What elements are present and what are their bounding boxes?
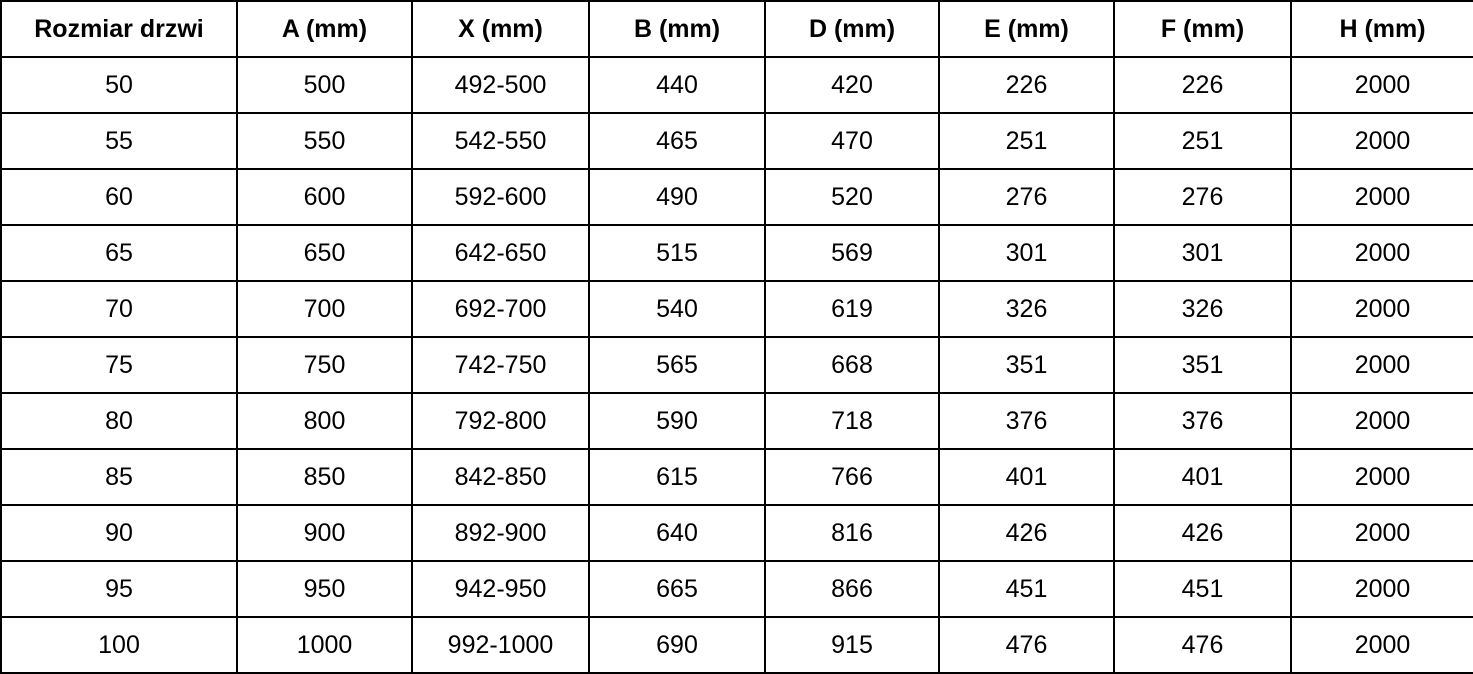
table-cell: 540 xyxy=(589,281,765,337)
table-cell: 2000 xyxy=(1291,561,1473,617)
table-cell: 2000 xyxy=(1291,225,1473,281)
table-cell: 565 xyxy=(589,337,765,393)
header-row xyxy=(1,1,1473,57)
table-cell: 276 xyxy=(1114,169,1291,225)
table-cell: 376 xyxy=(939,393,1114,449)
table-cell: 2000 xyxy=(1291,337,1473,393)
table-cell: 615 xyxy=(589,449,765,505)
table-cell: 668 xyxy=(765,337,939,393)
table-cell: 75 xyxy=(1,337,237,393)
table-cell: 2000 xyxy=(1291,281,1473,337)
table-row xyxy=(1,505,1473,561)
table-cell: 2000 xyxy=(1291,505,1473,561)
table-cell: 866 xyxy=(765,561,939,617)
table-cell: 700 xyxy=(237,281,412,337)
table-body xyxy=(1,57,1473,673)
column-header-a: A (mm) xyxy=(237,1,412,57)
table-cell: 401 xyxy=(939,449,1114,505)
table-cell: 80 xyxy=(1,393,237,449)
table-cell: 800 xyxy=(237,393,412,449)
table-cell: 55 xyxy=(1,113,237,169)
table-cell: 992-1000 xyxy=(412,617,589,673)
table-cell: 2000 xyxy=(1291,113,1473,169)
table-cell: 226 xyxy=(1114,57,1291,113)
table-cell: 842-850 xyxy=(412,449,589,505)
table-cell: 569 xyxy=(765,225,939,281)
table-cell: 492-500 xyxy=(412,57,589,113)
table-row xyxy=(1,169,1473,225)
table-cell: 301 xyxy=(1114,225,1291,281)
table-cell: 915 xyxy=(765,617,939,673)
table-cell: 426 xyxy=(1114,505,1291,561)
table-cell: 95 xyxy=(1,561,237,617)
table-cell: 942-950 xyxy=(412,561,589,617)
table-cell: 301 xyxy=(939,225,1114,281)
table-cell: 226 xyxy=(939,57,1114,113)
table-header xyxy=(1,1,1473,57)
table-cell: 2000 xyxy=(1291,169,1473,225)
table-cell: 600 xyxy=(237,169,412,225)
table-row xyxy=(1,225,1473,281)
table-cell: 351 xyxy=(939,337,1114,393)
table-cell: 690 xyxy=(589,617,765,673)
table-cell: 892-900 xyxy=(412,505,589,561)
table-cell: 276 xyxy=(939,169,1114,225)
table-cell: 550 xyxy=(237,113,412,169)
table-cell: 476 xyxy=(939,617,1114,673)
table-cell: 476 xyxy=(1114,617,1291,673)
table-cell: 465 xyxy=(589,113,765,169)
table-cell: 70 xyxy=(1,281,237,337)
table-cell: 2000 xyxy=(1291,617,1473,673)
table-cell: 251 xyxy=(939,113,1114,169)
table-cell: 376 xyxy=(1114,393,1291,449)
column-header-rozmiar-drzwi: Rozmiar drzwi xyxy=(1,1,237,57)
table-cell: 85 xyxy=(1,449,237,505)
table-cell: 692-700 xyxy=(412,281,589,337)
table-cell: 592-600 xyxy=(412,169,589,225)
table-cell: 900 xyxy=(237,505,412,561)
table-cell: 420 xyxy=(765,57,939,113)
table-cell: 326 xyxy=(1114,281,1291,337)
table-cell: 792-800 xyxy=(412,393,589,449)
table-row xyxy=(1,393,1473,449)
table-cell: 750 xyxy=(237,337,412,393)
table-cell: 440 xyxy=(589,57,765,113)
table-cell: 490 xyxy=(589,169,765,225)
table-cell: 100 xyxy=(1,617,237,673)
table-cell: 642-650 xyxy=(412,225,589,281)
table-cell: 351 xyxy=(1114,337,1291,393)
table-cell: 451 xyxy=(1114,561,1291,617)
table-cell: 640 xyxy=(589,505,765,561)
table-cell: 850 xyxy=(237,449,412,505)
table-cell: 590 xyxy=(589,393,765,449)
table-cell: 451 xyxy=(939,561,1114,617)
table-cell: 766 xyxy=(765,449,939,505)
table-row xyxy=(1,281,1473,337)
column-header-e: E (mm) xyxy=(939,1,1114,57)
column-header-d: D (mm) xyxy=(765,1,939,57)
table-cell: 50 xyxy=(1,57,237,113)
table-cell: 742-750 xyxy=(412,337,589,393)
table-cell: 470 xyxy=(765,113,939,169)
table-cell: 650 xyxy=(237,225,412,281)
column-header-x: X (mm) xyxy=(412,1,589,57)
table-cell: 950 xyxy=(237,561,412,617)
table-cell: 816 xyxy=(765,505,939,561)
table-cell: 542-550 xyxy=(412,113,589,169)
table-cell: 90 xyxy=(1,505,237,561)
table-row xyxy=(1,561,1473,617)
table-cell: 520 xyxy=(765,169,939,225)
table-cell: 2000 xyxy=(1291,393,1473,449)
table-cell: 65 xyxy=(1,225,237,281)
table-cell: 718 xyxy=(765,393,939,449)
table-row xyxy=(1,337,1473,393)
table-cell: 426 xyxy=(939,505,1114,561)
table-row xyxy=(1,449,1473,505)
column-header-f: F (mm) xyxy=(1114,1,1291,57)
table-row xyxy=(1,617,1473,673)
table-cell: 665 xyxy=(589,561,765,617)
table-cell: 619 xyxy=(765,281,939,337)
column-header-h: H (mm) xyxy=(1291,1,1473,57)
table-row xyxy=(1,57,1473,113)
table-cell: 401 xyxy=(1114,449,1291,505)
table-cell: 251 xyxy=(1114,113,1291,169)
table-cell: 326 xyxy=(939,281,1114,337)
table-cell: 515 xyxy=(589,225,765,281)
table-cell: 2000 xyxy=(1291,57,1473,113)
table-cell: 60 xyxy=(1,169,237,225)
table-cell: 1000 xyxy=(237,617,412,673)
column-header-b: B (mm) xyxy=(589,1,765,57)
table-row xyxy=(1,113,1473,169)
table-cell: 500 xyxy=(237,57,412,113)
table-cell: 2000 xyxy=(1291,449,1473,505)
